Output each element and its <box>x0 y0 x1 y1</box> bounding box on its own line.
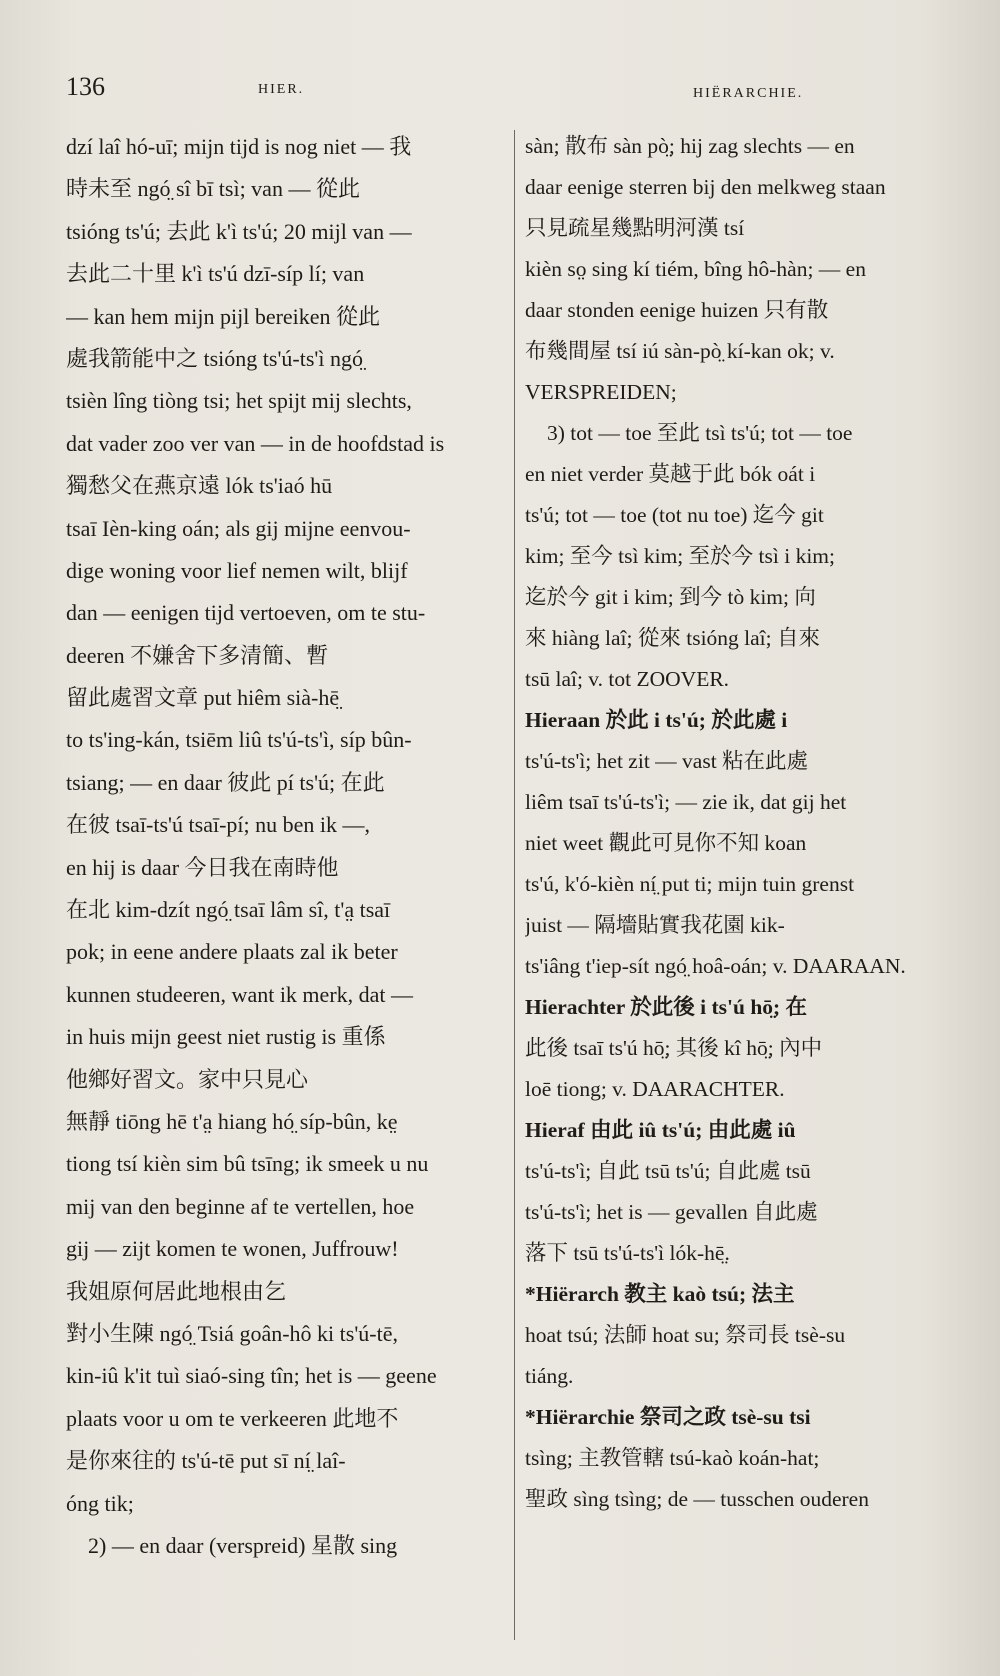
text-line: gij — zijt komen te wonen, Juffrouw! <box>66 1236 399 1262</box>
text-line: 落下 tsū ts'ú-ts'ì lók-hē̤. <box>525 1241 730 1265</box>
text-line: VERSPREIDEN; <box>525 380 677 404</box>
page-number: 136 <box>66 72 105 101</box>
text-line: Hieraan 於此 i ts'ú; 於此處 i <box>525 708 788 732</box>
text-line: 我姐原何居此地根由乞 <box>66 1278 287 1304</box>
text-line: 聖政 sìng tsìng; de — tusschen ouderen <box>525 1487 869 1511</box>
text-line: ts'iâng t'iep-sít ngó̤ hoâ-oán; v. DAARAAN. <box>525 954 906 978</box>
text-line: 此後 tsaī ts'ú hō̤; 其後 kî hō̤; 內中 <box>525 1036 823 1060</box>
text-line: hoat tsú; 法師 hoat su; 祭司長 tsè-su <box>525 1323 846 1347</box>
text-line: *Hiërarch 教主 kaò tsú; 法主 <box>525 1282 795 1306</box>
text-line: daar eenige sterren bij den melkweg staan <box>525 175 886 199</box>
text-line: tsìng; 主教管轄 tsú-kaò koán-hat; <box>525 1446 820 1470</box>
text-line: 處我箭能中之 tsióng ts'ú-ts'ì ngó̤ <box>66 345 364 371</box>
text-line: tsaī Ièn-king oán; als gij mijne eenvou- <box>66 515 411 541</box>
text-line: Hierachter 於此後 i ts'ú hō̤; 在 <box>525 995 808 1019</box>
running-head-right: HIËRARCHIE. <box>693 86 804 101</box>
text-line: 在彼 tsaī-ts'ú tsaī-pí; nu ben ik —, <box>66 812 370 838</box>
text-line: óng tik; <box>66 1490 134 1516</box>
text-line: 獨愁父在燕京遠 lók ts'iaó hū <box>66 473 333 499</box>
text-line: tsièn lîng tiòng tsi; het spijt mij slechts, <box>66 388 412 414</box>
text-line: ts'ú-ts'ì; het zit — vast 粘在此處 <box>525 749 809 773</box>
text-line: kin-iû k'it tuì siaó-sing tîn; het is — geene <box>66 1363 437 1389</box>
text-line: dan — eenigen tijd vertoeven, om te stu- <box>66 600 426 626</box>
text-line: kièn so̤ sing kí tiém, bîng hô-hàn; — en <box>525 257 866 281</box>
text-line: dzí laî hó-uī; mijn tijd is nog niet — 我 <box>66 134 412 159</box>
text-line: liêm tsaī ts'ú-ts'ì; — zie ik, dat gij het <box>525 790 847 814</box>
text-line: kunnen studeeren, want ik merk, dat — <box>66 981 414 1007</box>
running-head-left: HIER. <box>258 82 305 97</box>
text-line: Hieraf 由此 iû ts'ú; 由此處 iû <box>525 1118 796 1142</box>
text-line: ts'ú; tot — toe (tot nu toe) 迄今 git <box>525 503 824 527</box>
text-line: kim; 至今 tsì kim; 至於今 tsì i kim; <box>525 544 835 568</box>
text-line: 只見疏星幾點明河漢 tsí <box>525 216 745 240</box>
text-line: plaats voor u om te verkeeren 此地不 <box>66 1405 399 1431</box>
text-line: tsiang; — en daar 彼此 pí ts'ú; 在此 <box>66 769 385 795</box>
text-line: to ts'ing-kán, tsiēm liû ts'ú-ts'ì, síp bûn- <box>66 727 412 753</box>
text-line: 來 hiàng laî; 從來 tsióng laî; 自來 <box>525 626 821 650</box>
text-line: deeren 不嫌舍下多清簡、暫 <box>66 642 329 668</box>
text-line: daar stonden eenige huizen 只有散 <box>525 298 829 322</box>
text-line: tiáng. <box>525 1364 574 1388</box>
page-header <box>0 72 1000 112</box>
text-line: ts'ú-ts'ì; het is — gevallen 自此處 <box>525 1200 818 1224</box>
text-line: 他鄉好習文。家中只見心 <box>66 1066 309 1092</box>
text-line: 在北 kim-dzít ngó̤ tsaī lâm sî, t'a̤ tsaī <box>66 897 391 923</box>
text-line: 無靜 tiōng hē t'a̤ hiang hó̤ síp-bûn, ke̤ <box>66 1108 398 1134</box>
text-line: tsū laî; v. tot ZOOVER. <box>525 667 730 691</box>
text-line: en hij is daar 今日我在南時他 <box>66 854 339 880</box>
left-column <box>66 126 496 1567</box>
text-line: sàn; 散布 sàn pò̤; hij zag slechts — en <box>525 134 855 158</box>
text-line: niet weet 觀此可見你不知 koan <box>525 831 807 855</box>
text-line: en niet verder 莫越于此 bók oát i <box>525 462 816 486</box>
text-line: 去此二十里 k'ì ts'ú dzī-síp lí; van <box>66 261 365 287</box>
text-line: — kan hem mijn pijl bereiken 從此 <box>66 303 381 329</box>
text-line: mij van den beginne af te vertellen, hoe <box>66 1193 415 1219</box>
column-divider <box>514 130 515 1640</box>
text-line: pok; in eene andere plaats zal ik beter <box>66 939 398 965</box>
text-line: ts'ú, k'ó-kièn ní̤ put ti; mijn tuin grenst <box>525 872 855 896</box>
text-line: 對小生陳 ngó̤ Tsiá goân-hô ki ts'ú-tē, <box>66 1320 398 1346</box>
text-line: dige woning voor lief nemen wilt, blijf <box>66 557 408 583</box>
text-line: dat vader zoo ver van — in de hoofdstad is <box>66 430 445 456</box>
text-line: 3) tot — toe 至此 tsì ts'ú; tot — toe <box>547 421 853 445</box>
text-line: 2) — en daar (verspreid) 星散 sing <box>88 1532 398 1558</box>
text-line: 是你來往的 ts'ú-tē put sī ní̤ laî- <box>66 1448 346 1474</box>
right-column <box>525 126 965 1520</box>
text-line: tsióng ts'ú; 去此 k'ì ts'ú; 20 mijl van — <box>66 218 412 244</box>
text-line: *Hiërarchie 祭司之政 tsè-su tsi <box>525 1405 811 1429</box>
text-line: 布幾間屋 tsí iú sàn-pò̤ kí-kan ok; v. <box>525 339 835 363</box>
text-line: 迄於今 git i kim; 到今 tò kim; 向 <box>525 585 816 609</box>
text-line: in huis mijn geest niet rustig is 重係 <box>66 1024 386 1050</box>
text-line: ts'ú-ts'ì; 自此 tsū ts'ú; 自此處 tsū <box>525 1159 811 1183</box>
text-line: juist — 隔墻貼實我花園 kik- <box>525 913 785 937</box>
text-line: tiong tsí kièn sim bû tsīng; ik smeek u nu <box>66 1151 429 1177</box>
text-line: loē tiong; v. DAARACHTER. <box>525 1077 785 1101</box>
text-line: 時未至 ngó̤ sî bī tsì; van — 從此 <box>66 176 360 202</box>
text-line: 留此處習文章 put hiêm sià-hē̤ <box>66 685 340 711</box>
